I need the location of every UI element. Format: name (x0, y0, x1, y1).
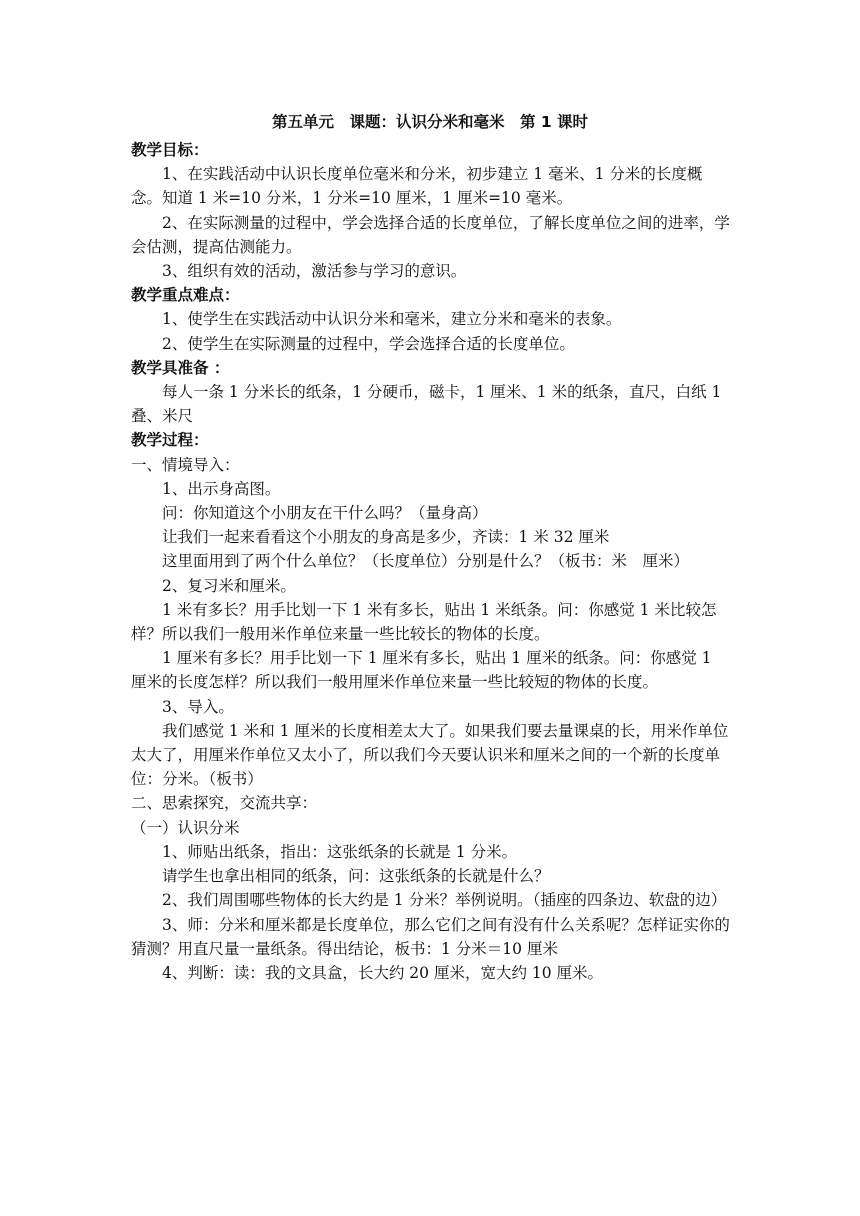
paragraph: 1、在实践活动中认识长度单位毫米和分米，初步建立 1 毫米、1 分米的长度概念。知道 1 米=10 分米，1 分米=10 厘米，1 厘米=10 毫米。 (131, 165, 703, 208)
paragraph: 1 厘米有多长？用手比划一下 1 厘米有多长，贴出 1 厘米的纸条。问：你感觉 1 厘米的长度怎样？所以我们一般用厘米作单位来量一些比较短的物体的长度。 (131, 649, 712, 692)
paragraph: 1、出示身高图。 (162, 479, 281, 498)
paragraph: 问：你知道这个小朋友在干什么吗？（量身高） (162, 504, 488, 523)
paragraph: 1、使学生在实践活动中认识分米和毫米，建立分米和毫米的表象。 (162, 310, 622, 329)
page-title: 第五单元 课题：认识分米和毫米 第 1 课时 (271, 113, 589, 131)
paragraph: 我们感觉 1 米和 1 厘米的长度相差太大了。如果我们要去量课桌的长，用米作单位太大了，用厘米作单位又太小了，所以我们今天要认识米和厘米之间的一个新的长度单位：分米。（板书） (131, 721, 729, 789)
paragraph: 3、导入。 (162, 697, 234, 716)
paragraph: 1 米有多长？用手比划一下 1 米有多长，贴出 1 米纸条。问：你感觉 1 米比较怎样？所以我们一般用米作单位来量一些比较长的物体的长度。 (131, 600, 717, 644)
heading-key-points: 教学重点难点： (131, 286, 240, 305)
paragraph: 2、我们周围哪些物体的长大约是 1 分米？举例说明。（插座的四条边、软盘的边） (162, 891, 727, 910)
paragraph: 让我们一起来看看这个小朋友的身高是多少，齐读：1 米 32 厘米 (162, 528, 610, 547)
section-heading: 二、思索探究，交流共享： (131, 794, 318, 813)
paragraph: 每人一条 1 分米长的纸条，1 分硬币，磁卡，1 厘米、1 米的纸条，直尺，白纸 1 叠、米尺 (131, 383, 722, 426)
paragraph: 请学生也拿出相同的纸条，问：这张纸条的长就是什么？ (162, 867, 550, 886)
heading-objectives: 教学目标： (131, 141, 209, 159)
paragraph: 4、判断：读：我的文具盒，长大约 20 厘米，宽大约 10 厘米。 (162, 963, 604, 982)
document-body (131, 138, 731, 985)
paragraph: 3、组织有效的活动，激活参与学习的意识。 (162, 262, 467, 281)
section-heading: 一、情境导入： (131, 455, 240, 474)
paragraph: 这里面用到了两个什么单位？（长度单位）分别是什么？（板书：米 厘米） (162, 552, 690, 571)
paragraph: 2、复习米和厘米。 (162, 576, 296, 595)
heading-materials: 教学具准备 ： (131, 358, 230, 377)
paragraph: 2、在实际测量的过程中，学会选择合适的长度单位，了解长度单位之间的进率，学会估测，提高估测能力。 (131, 213, 730, 256)
subsection-heading: （一）认识分米 (131, 818, 240, 837)
heading-process: 教学过程： (131, 431, 209, 450)
paragraph: 2、使学生在实际测量的过程中，学会选择合适的长度单位。 (162, 334, 575, 353)
paragraph: 3、师：分米和厘米都是长度单位，那么它们之间有没有什么关系呢？怎样证实你的猜测？用直尺量一量纸条。得出结论，板书：1 分米＝10 厘米 (131, 915, 730, 958)
paragraph: 1、师贴出纸条，指出：这张纸条的长就是 1 分米。 (162, 842, 518, 861)
